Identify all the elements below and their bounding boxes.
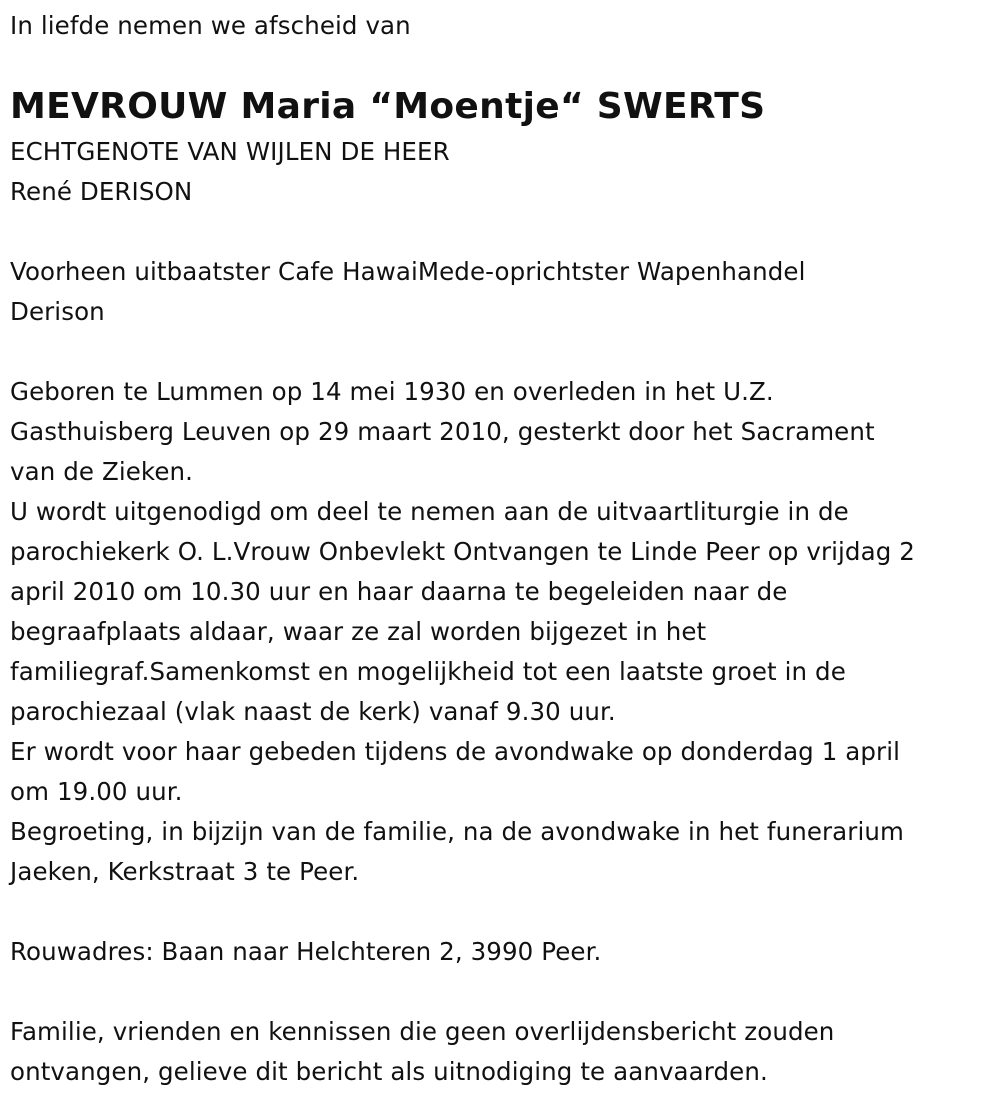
text-line: Gasthuisberg Leuven op 29 maart 2010, gesterkt door het Sacrament	[10, 417, 875, 446]
text-line: van de Zieken.	[10, 457, 194, 486]
text-line: Familie, vrienden en kennissen die geen overlijdensbericht zouden	[10, 1017, 835, 1046]
text-line: familiegraf.Samenkomst en mogelijkheid tot een laatste groet in de	[10, 657, 846, 686]
closing-paragraph	[10, 1012, 990, 1092]
text-line: parochiezaal (vlak naast de kerk) vanaf 9.30 uur.	[10, 697, 616, 726]
spouse-name: René DERISON	[10, 177, 193, 206]
text-line: parochiekerk O. L.Vrouw Onbevlekt Ontvangen te Linde Peer op vrijdag 2	[10, 537, 915, 566]
text-line: om 19.00 uur.	[10, 777, 183, 806]
occupation-line: Derison	[10, 297, 105, 326]
greeting-paragraph	[10, 812, 990, 892]
occupation-block	[10, 252, 990, 332]
funeral-paragraph	[10, 492, 990, 732]
vigil-paragraph	[10, 732, 990, 812]
text-line: U wordt uitgenodigd om deel te nemen aan de uitvaartliturgie in de	[10, 497, 849, 526]
text-line: Jaeken, Kerkstraat 3 te Peer.	[10, 857, 360, 886]
text-line: ontvangen, gelieve dit bericht als uitnodiging te aanvaarden.	[10, 1057, 768, 1086]
text-line: april 2010 om 10.30 uur en haar daarna te begeleiden naar de	[10, 577, 788, 606]
details-block	[10, 372, 990, 892]
text-line: Er wordt voor haar gebeden tijdens de avondwake op donderdag 1 april	[10, 737, 901, 766]
text-line: Begroeting, in bijzijn van de familie, na de avondwake in het funerarium	[10, 817, 904, 846]
text-line: Geboren te Lummen op 14 mei 1930 en overleden in het U.Z.	[10, 377, 774, 406]
text-line: Rouwadres: Baan naar Helchteren 2, 3990 Peer.	[10, 937, 602, 966]
occupation-line: Voorheen uitbaatster Cafe HawaiMede-oprichtster Wapenhandel	[10, 257, 806, 286]
mourning-address	[10, 932, 990, 972]
intro-text: In liefde nemen we afscheid van	[10, 11, 411, 40]
birth-death-paragraph	[10, 372, 990, 492]
death-notice	[10, 6, 990, 1092]
spouse-title: ECHTGENOTE VAN WIJLEN DE HEER	[10, 137, 450, 166]
text-line: begraafplaats aldaar, waar ze zal worden bijgezet in het	[10, 617, 707, 646]
deceased-name: MEVROUW Maria “Moentje“ SWERTS	[10, 86, 766, 127]
